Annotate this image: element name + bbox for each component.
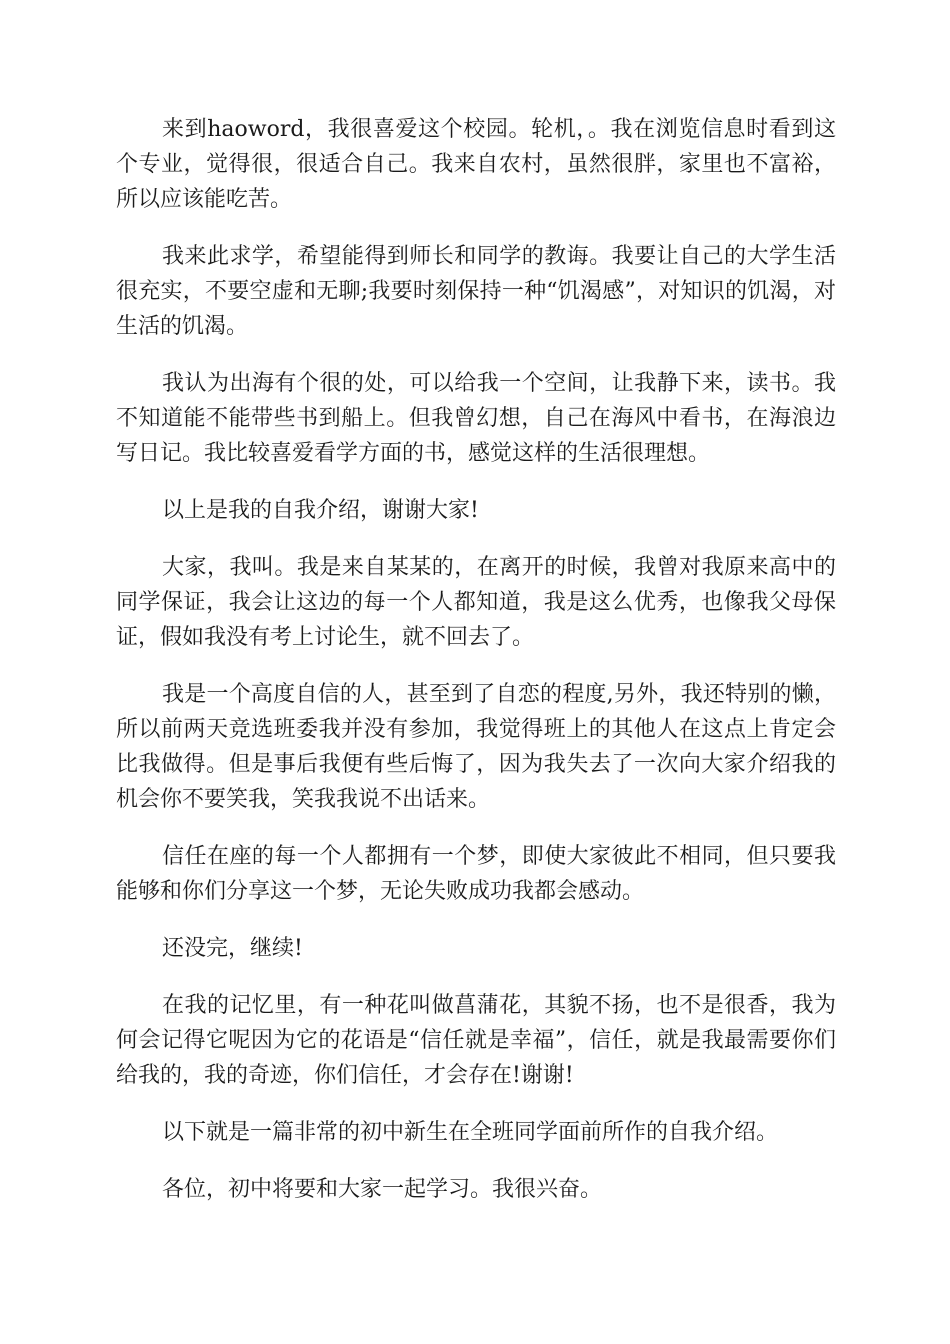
paragraph: 来到haoword，我很喜爱这个校园。轮机，。我在浏览信息时看到这个专业，觉得很，很适合自己。我来自农村，虽然很胖，家里也不富裕，所以应该能吃苦。: [116, 117, 836, 212]
paragraph: 我是一个高度自信的人，甚至到了自恋的程度,另外，我还特别的懒，所以前两天竞选班委我并没有参加，我觉得班上的其他人在这点上肯定会比我做得。但是事后我便有些后悔了，因为我失去了一次向大家介绍我的机会你不要笑我，笑我我说不出话来。: [116, 682, 836, 812]
paragraph: 在我的记忆里，有一种花叫做菖蒲花，其貌不扬，也不是很香，我为何会记得它呢因为它的花语是“信任就是幸福”，信任，就是我最需要你们给我的，我的奇迹，你们信任，才会存在!谢谢!: [116, 993, 836, 1088]
paragraph: 我认为出海有个很的处，可以给我一个空间，让我静下来，读书。我不知道能不能带些书到船上。但我曾幻想，自己在海风中看书，在海浪边写日记。我比较喜爱看学方面的书，感觉这样的生活很理想。: [116, 371, 836, 466]
paragraph: 还没完，继续!: [162, 936, 303, 961]
document-body: [116, 112, 836, 1229]
paragraph: 大家，我叫。我是来自某某的，在离开的时候，我曾对我原来高中的同学保证，我会让这边的每一个人都知道，我是这么优秀，也像我父母保证，假如我没有考上讨论生，就不回去了。: [116, 555, 836, 650]
paragraph: 以下就是一篇非常的初中新生在全班同学面前所作的自我介绍。: [162, 1120, 779, 1145]
paragraph: 信任在座的每一个人都拥有一个梦，即使大家彼此不相同，但只要我能够和你们分享这一个梦，无论失败成功我都会感动。: [116, 844, 836, 904]
paragraph: 各位，初中将要和大家一起学习。我很兴奋。: [162, 1177, 603, 1202]
paragraph: 我来此求学，希望能得到师长和同学的教诲。我要让自己的大学生活很充实，不要空虚和无聊;我要时刻保持一种“饥渴感”，对知识的饥渴，对生活的饥渴。: [116, 244, 836, 339]
paragraph: 以上是我的自我介绍，谢谢大家!: [162, 498, 479, 523]
